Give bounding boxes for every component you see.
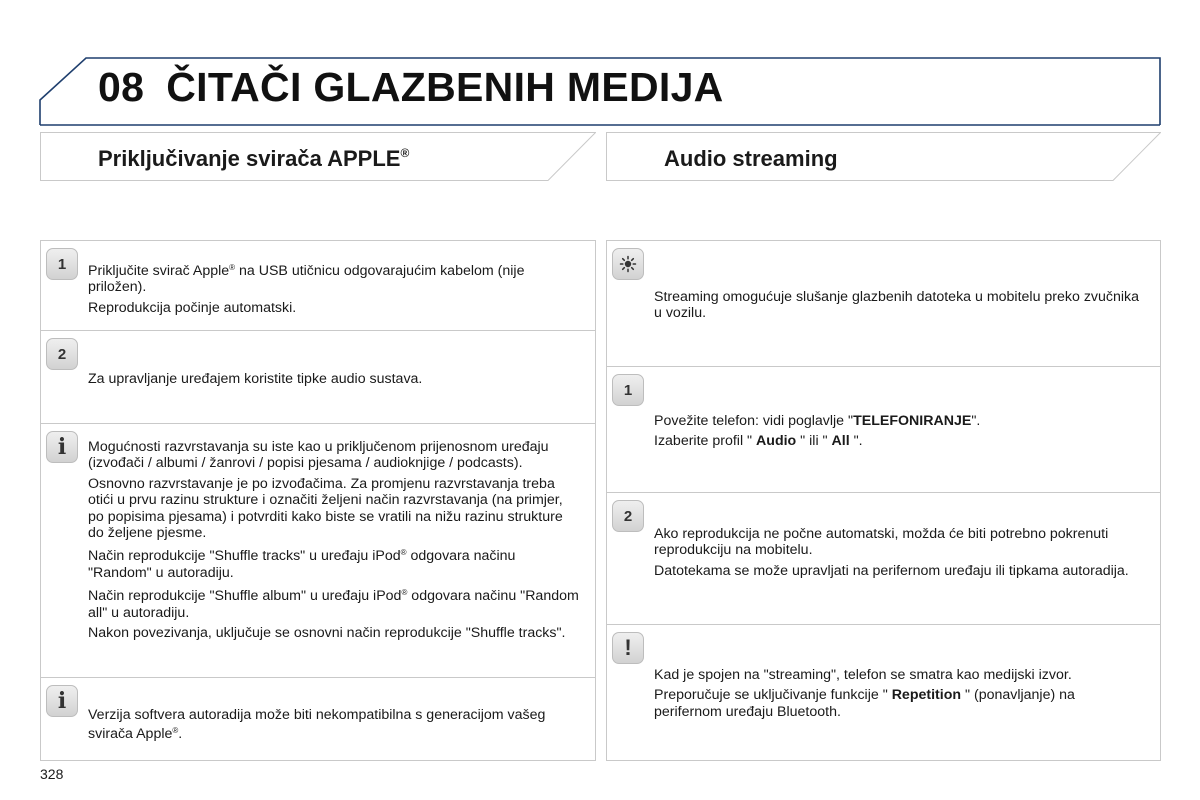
paragraph: Za upravljanje uređajem koristite tipke audio sustava. (88, 371, 423, 387)
paragraph: Ako reprodukcija ne počne automatski, možda će biti potrebno pokrenuti reprodukciju na mobitelu. (654, 526, 1109, 559)
paragraph: Način reprodukcije "Shuffle album" u uređaju iPod® odgovara načinu "Random all" u autoradiju. (88, 588, 579, 621)
section-title: Audio streaming (664, 146, 838, 171)
paragraph: Način reprodukcije "Shuffle tracks" u uređaju iPod® odgovara načinu "Random" u autoradiju. (88, 548, 516, 581)
section-heading-streaming (606, 132, 1161, 181)
paragraph: Povežite telefon: vidi poglavlje "TELEFONIRANJE". (654, 413, 981, 429)
step-2-icon: 2 (46, 338, 78, 370)
paragraph: Verzija softvera autoradija može biti nekompatibilna s generacijom vašeg svirača Apple®. (88, 707, 546, 743)
light-bulb-icon (619, 255, 637, 273)
tip-light-icon (612, 248, 644, 280)
left-box-step-2 (40, 330, 596, 424)
right-box-tip (606, 240, 1161, 367)
chapter-name: ČITAČI GLAZBENIH MEDIJA (166, 64, 724, 110)
info-icon: i (46, 685, 78, 717)
section-title: Priključivanje svirača APPLE® (98, 146, 410, 171)
left-box-info (40, 423, 596, 678)
left-box-step-1 (40, 240, 596, 331)
box-text (88, 439, 581, 645)
left-box-info-compat (40, 677, 596, 761)
box-text (88, 260, 581, 320)
paragraph: Datotekama se može upravljati na perifernom uređaju ili tipkama autoradija. (654, 562, 1129, 579)
box-text (654, 413, 1146, 454)
step-1-icon: 1 (46, 248, 78, 280)
page-number: 328 (40, 766, 64, 782)
box-text (88, 371, 581, 391)
step-1-icon: 1 (612, 374, 644, 406)
box-text (654, 667, 1146, 724)
section-heading-apple (40, 132, 596, 181)
paragraph: Kad je spojen na "streaming", telefon se smatra kao medijski izvor. (654, 667, 1072, 683)
paragraph: Preporučuje se uključivanje funkcije " Repetition " (ponavljanje) na perifernom uređaju Bluetooth. (654, 687, 1075, 720)
box-text (88, 707, 581, 747)
right-box-warning (606, 624, 1161, 761)
right-box-step-1 (606, 366, 1161, 493)
right-box-step-2 (606, 492, 1161, 625)
step-2-icon: 2 (612, 500, 644, 532)
chapter-number: 08 (98, 64, 145, 110)
paragraph: Priključite svirač Apple® na USB utičnicu odgovarajućim kabelom (nije priložen). (88, 263, 525, 296)
chapter-title (98, 64, 724, 111)
box-text (654, 289, 1146, 326)
paragraph: Nakon povezivanja, uključuje se osnovni način reprodukcije "Shuffle tracks". (88, 625, 566, 642)
info-icon: i (46, 431, 78, 463)
paragraph: Osnovno razvrstavanje je po izvođačima. Za promjenu razvrstavanja treba otići u prvu razinu strukture i označiti željeni način razvrstavanja (na primjer, po popisima pjesama) i potvrditi kako biste se vratili na nižu razinu strukture do željene pjesme. (88, 475, 563, 542)
paragraph: Reprodukcija počinje automatski. (88, 299, 297, 316)
paragraph: Izaberite profil " Audio " ili " All ". (654, 433, 863, 450)
box-text (654, 526, 1146, 583)
paragraph: Streaming omogućuje slušanje glazbenih datoteka u mobitelu preko zvučnika u vozilu. (654, 289, 1140, 322)
warning-icon: ! (612, 632, 644, 664)
paragraph: Mogućnosti razvrstavanja su iste kao u priključenom prijenosnom uređaju (izvođači / albumi / žanrovi / popisi pjesama / audioknjige / podcasts). (88, 439, 549, 472)
